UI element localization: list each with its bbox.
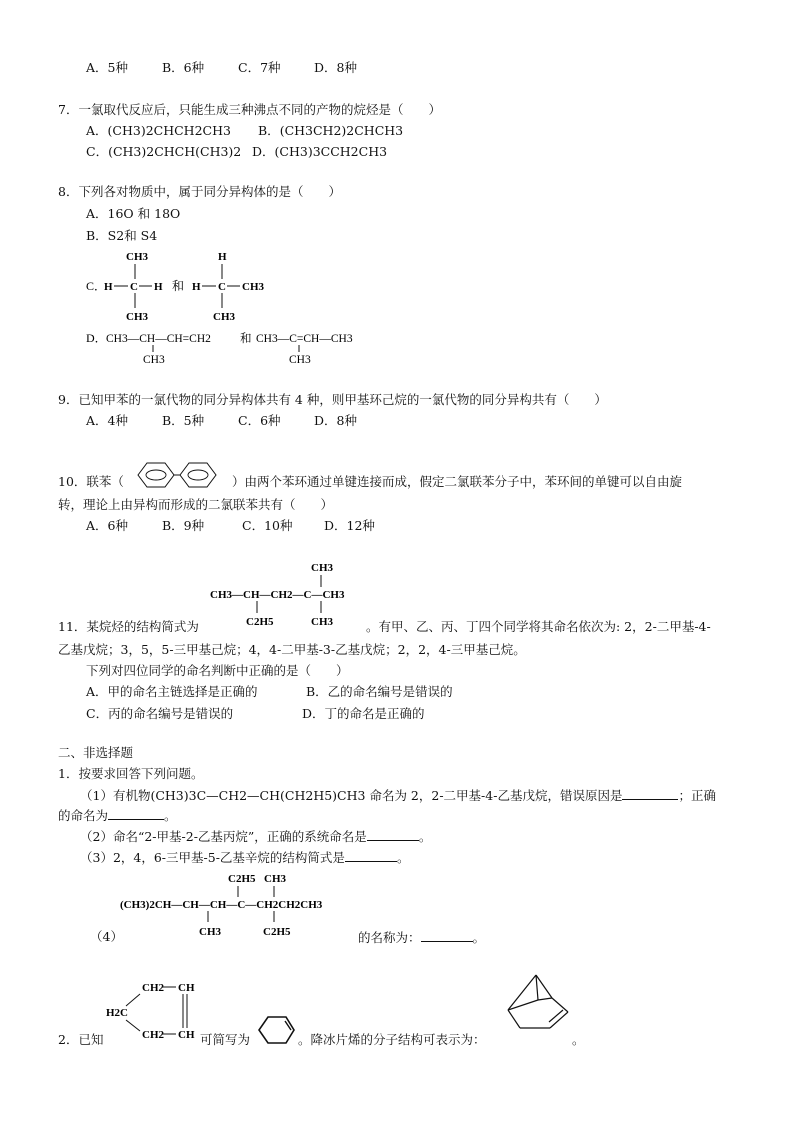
- p2-q2-mid: 可简写为: [200, 1032, 251, 1047]
- svg-text:H2C: H2C: [106, 1007, 128, 1019]
- q7-option-b: B．(CH3CH2)2CHCH3: [258, 123, 404, 138]
- q11-option-b: B．乙的命名编号是错误的: [306, 684, 453, 699]
- svg-text:D．: D．: [86, 331, 107, 345]
- svg-text:C2H5: C2H5: [263, 926, 291, 938]
- q10-option-d: D．12种: [324, 518, 375, 533]
- p2-q2-prefix: 2．已知: [58, 1032, 104, 1047]
- q9-stem: 9．已知甲苯的一氯代物的同分异构体共有 4 种，则甲基环己烷的一氯代物的同分异构共有（ ）: [58, 392, 607, 407]
- q6-option-b: B．6种: [162, 60, 205, 75]
- p2-q1-part4-structure: [118, 868, 368, 944]
- p2-q2-end: 。: [572, 1032, 585, 1047]
- answer-blank[interactable]: [421, 929, 473, 942]
- svg-text:C: C: [218, 281, 226, 293]
- svg-text:CH3: CH3: [264, 873, 286, 885]
- q11-option-c: C．丙的命名编号是错误的: [86, 706, 234, 721]
- p2-q1-part4-label: （4）: [90, 929, 123, 944]
- svg-text:H: H: [104, 281, 113, 293]
- q11-prefix: 11．某烷烃的结构简式为: [58, 619, 199, 634]
- svg-text:C2H5: C2H5: [228, 873, 256, 885]
- ch3-top-left: CH3: [126, 251, 148, 263]
- p2-q2-tail: 。降冰片烯的分子结构可表示为：: [298, 1032, 486, 1047]
- q11-main-chain: CH3—CH—CH2—C—CH3: [210, 589, 345, 601]
- p2-q1-part3: （3）2，4，6-三甲基-5-乙基辛烷的结构简式是 。: [80, 850, 410, 865]
- q9-option-a: A．4种: [86, 413, 128, 428]
- q7-stem: 7．一氯取代反应后，只能生成三种沸点不同的产物的烷烃是（ ）: [58, 102, 441, 117]
- q9-option-b: B．5种: [162, 413, 205, 428]
- q8-d-first-chain: CH3—CH—CH=CH2: [106, 333, 211, 345]
- formula: (CH3)2CHCH2CH3: [107, 123, 231, 138]
- answer-blank[interactable]: [108, 807, 164, 820]
- q7-option-d: D．(CH3)3CCH2CH3: [252, 144, 388, 159]
- q10-prefix: 10．联苯（: [58, 474, 124, 489]
- q8-option-b: B．S2和 S4: [86, 228, 158, 243]
- svg-text:CH3: CH3: [199, 926, 221, 938]
- biphenyl-structure: [124, 458, 230, 492]
- q9-option-d: D．8种: [314, 413, 357, 428]
- q11-stem: 。有甲、乙、丙、丁四个同学将其命名依次为: 2，2-二甲基-4-: [366, 619, 711, 634]
- q10-stem-line2: 转，理论上由异构而形成的二氯联苯共有（ ）: [58, 497, 334, 512]
- norbornene-structure: [500, 970, 580, 1034]
- answer-blank[interactable]: [622, 787, 678, 800]
- svg-text:CH3: CH3: [143, 354, 165, 366]
- q11-stem-line3: 下列对四位同学的命名判断中正确的是（ ）: [86, 663, 349, 678]
- section-heading: 二、非选择题: [58, 745, 134, 760]
- answer-blank[interactable]: [345, 849, 397, 862]
- q11-structure: [208, 556, 378, 634]
- q6-options: [86, 60, 357, 76]
- q11-option-d: D．丁的命名是正确的: [302, 706, 425, 721]
- q7-option-c: C．(CH3)2CHCH(CH3)2: [86, 144, 242, 159]
- svg-text:H: H: [192, 281, 201, 293]
- svg-text:CH3: CH3: [213, 311, 235, 323]
- p2-q1-part1: （1）有机物(CH3)3C—CH2—CH(CH2H5)CH3 命名为 2，2-二甲基-4-乙基戊烷，错误原因是 ；正确: [80, 788, 716, 803]
- cyclopentene-skeletal: [256, 1014, 298, 1046]
- q6-option-d: D．8种: [314, 60, 357, 75]
- q10-option-a: A．6种: [86, 518, 128, 533]
- svg-text:CH3: CH3: [126, 311, 148, 323]
- p2-q1-part2: （2）命名“2-甲基-2-乙基丙烷”，正确的系统命名是 。: [80, 829, 432, 844]
- p2-q1-part4-chain: (CH3)2CH—CH—CH—C—CH2CH2CH3: [120, 899, 323, 911]
- svg-text:CH3: CH3: [289, 354, 311, 366]
- svg-text:CH2: CH2: [142, 982, 164, 994]
- svg-text:H: H: [154, 281, 163, 293]
- svg-text:和: 和: [172, 279, 185, 293]
- q8-option-a: A．16O 和 18O: [86, 206, 181, 221]
- svg-text:H: H: [218, 251, 227, 263]
- q6-option-c: C．7种: [238, 60, 281, 75]
- q10-stem: ）由两个苯环通过单键连接而成，假定二氯联苯分子中，苯环间的单键可以自由旋: [232, 474, 683, 489]
- q9-option-c: C．6种: [238, 413, 281, 428]
- svg-text:CH3: CH3: [311, 562, 333, 574]
- svg-text:CH2: CH2: [142, 1029, 164, 1041]
- q8-option-c-structures: [84, 246, 284, 326]
- q10-option-b: B．9种: [162, 518, 205, 533]
- q11-stem-line2: 乙基戊烷；3，5，5-三甲基己烷；4，4-二甲基-3-乙基戊烷；2，2，4-三甲基己烷。: [58, 642, 526, 657]
- p2-q1-stem: 1．按要求回答下列问题。: [58, 766, 204, 781]
- q8-stem: 8．下列各对物质中，属于同分异构体的是（ ）: [58, 184, 341, 199]
- p2-q1-part4-tail: 的名称为： 。: [358, 930, 486, 945]
- q11-option-a: A．甲的命名主链选择是正确的: [86, 684, 258, 699]
- svg-text:CH: CH: [178, 1029, 195, 1041]
- q6-option-a: A．5种: [86, 60, 128, 75]
- p2-q1-part1-cont: 的命名为 。: [58, 808, 177, 823]
- svg-text:C．: C．: [86, 279, 107, 293]
- q10-options: [86, 518, 375, 534]
- svg-text:C: C: [130, 281, 138, 293]
- svg-text:CH3: CH3: [242, 281, 264, 293]
- q7-option-a: A．(CH3)2CHCH2CH3: [86, 123, 231, 138]
- q8-option-d-structures: [84, 328, 384, 368]
- answer-blank[interactable]: [367, 828, 419, 841]
- svg-text:C2H5: C2H5: [246, 616, 274, 628]
- svg-text:CH3: CH3: [311, 616, 333, 628]
- q8-d-second-chain: CH3—C=CH—CH3: [256, 333, 353, 345]
- cyclopentene-structure: [104, 976, 208, 1046]
- q10-option-c: C．10种: [242, 518, 293, 533]
- q9-options: [86, 413, 357, 429]
- svg-text:CH: CH: [178, 982, 195, 994]
- svg-text:和: 和: [240, 333, 252, 345]
